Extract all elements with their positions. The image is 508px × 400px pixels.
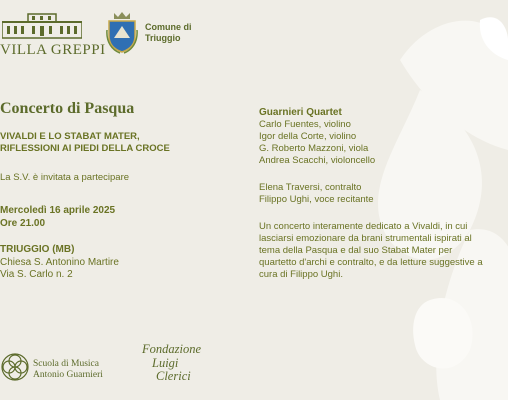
event-date: Mercoledì 16 aprile 2025 bbox=[0, 205, 116, 216]
comune-line-2: Triuggio bbox=[145, 33, 181, 43]
villa-greppi-name: VILLA GREPPI bbox=[0, 42, 106, 58]
soloist: Elena Traversi, contralto bbox=[259, 182, 362, 193]
quartet-block bbox=[259, 107, 375, 167]
school-line-1: Scuola di Musica bbox=[33, 359, 99, 369]
event-subtitle bbox=[0, 131, 170, 155]
school-of-music-name bbox=[33, 359, 103, 381]
event-address: Via S. Carlo n. 2 bbox=[0, 269, 73, 280]
event-time: Ore 21.00 bbox=[0, 218, 46, 229]
soloist: Filippo Ughi, voce recitante bbox=[259, 194, 374, 205]
subtitle-line-1: VIVALDI E LO STABAT MATER, bbox=[0, 131, 140, 142]
subtitle-line-2: RIFLESSIONI AI PIEDI DELLA CROCE bbox=[0, 143, 170, 154]
event-title: Concerto di Pasqua bbox=[0, 100, 135, 117]
comune-line-1: Comune di bbox=[145, 22, 192, 32]
fondazione-line-2: Luigi bbox=[152, 355, 179, 370]
quartet-member: Andrea Scacchi, violoncello bbox=[259, 155, 376, 166]
invitation-text: La S.V. è invitata a partecipare bbox=[0, 172, 130, 183]
soloists-block bbox=[259, 182, 374, 206]
quartet-member: Igor della Corte, violino bbox=[259, 131, 357, 142]
fondazione-logo bbox=[142, 343, 201, 384]
event-venue: Chiesa S. Antonino Martire bbox=[0, 256, 119, 268]
villa-greppi-logo bbox=[0, 10, 106, 58]
fondazione-line-3: Clerici bbox=[156, 369, 191, 383]
comune-crest-icon bbox=[106, 10, 138, 54]
villa-building-icon bbox=[2, 10, 82, 40]
event-datetime bbox=[0, 204, 115, 230]
quartet-name: Guarnieri Quartet bbox=[259, 107, 342, 118]
school-line-2: Antonio Guarnieri bbox=[33, 370, 103, 380]
quartet-member: Carlo Fuentes, violino bbox=[259, 119, 351, 130]
event-description: Un concerto interamente dedicato a Vivaldi, in cui lasciarsi emozionare da brani strumentali ispirati al tema della Pasqua e dal suo Stabat Mater per quartetto d'archi e contralto, e da letture suggestive a cura di Filippo Ughi. bbox=[259, 221, 483, 280]
quartet-member: G. Roberto Mazzoni, viola bbox=[259, 143, 369, 154]
fondazione-line-1: Fondazione bbox=[142, 342, 202, 356]
school-of-music-logo-icon bbox=[0, 352, 30, 382]
event-city: TRIUGGIO (MB) bbox=[0, 244, 75, 255]
event-location bbox=[0, 244, 119, 282]
comune-name bbox=[145, 22, 192, 44]
